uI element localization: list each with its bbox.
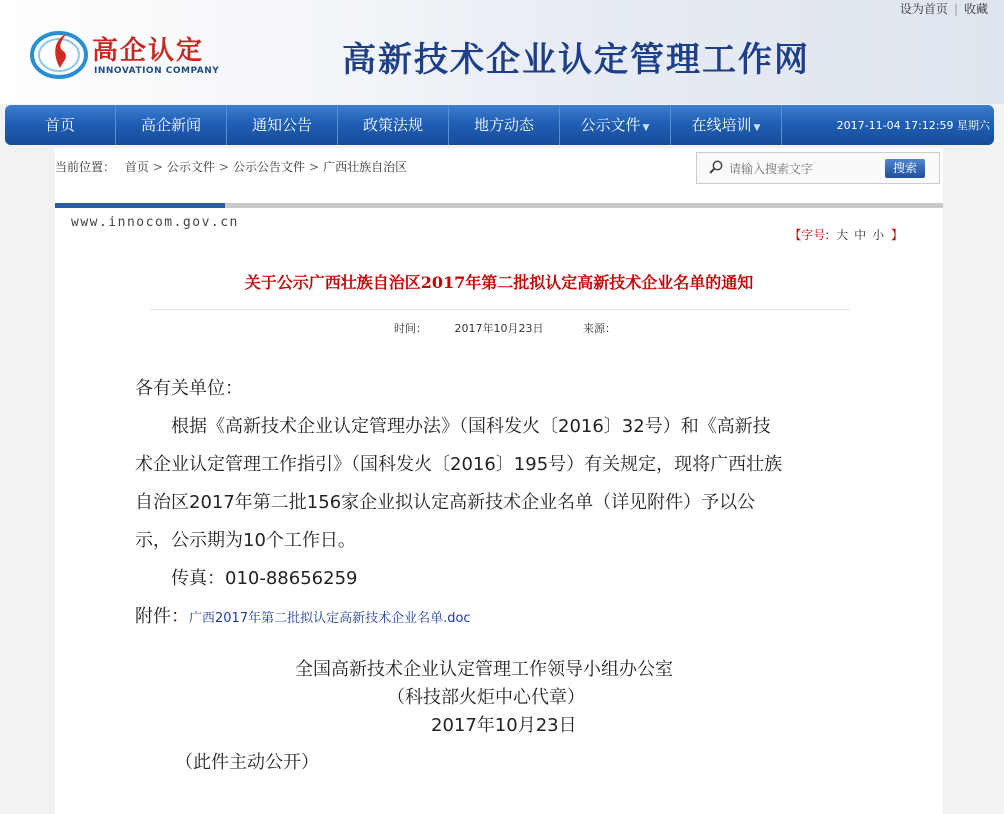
- search-icon: [709, 160, 723, 174]
- content-panel: [55, 148, 943, 814]
- nav-item-label: 在线培训: [691, 116, 752, 134]
- search-input[interactable]: [727, 159, 881, 179]
- nav-item[interactable]: [449, 105, 560, 145]
- nav-item[interactable]: [5, 105, 116, 145]
- attachment-label: 附件：: [135, 606, 189, 627]
- chevron-down-icon: ▼: [753, 123, 761, 133]
- time-value: 2017年10月23日: [454, 322, 544, 335]
- nav-item-label: 政策法规: [362, 116, 423, 134]
- publish-time: [382, 322, 556, 335]
- separator: |: [953, 2, 958, 16]
- fax-line: 传真：010-88656259: [171, 568, 358, 589]
- article-title: 关于公示广西壮族自治区2017年第二批拟认定高新技术企业名单的通知: [244, 273, 754, 292]
- attachment-line: [135, 598, 785, 638]
- font-size-small[interactable]: 小: [872, 228, 885, 242]
- sign-note: （科技部火炬中心代章）: [387, 687, 585, 708]
- logo-text-cn: 高企认定: [92, 36, 205, 66]
- breadcrumb-prefix: 当前位置：: [55, 160, 116, 174]
- search-box: [696, 152, 940, 184]
- time-label: 时间：: [394, 322, 427, 335]
- font-size-medium[interactable]: 中: [854, 228, 867, 242]
- nav-item-label: 高企新闻: [140, 116, 201, 134]
- breadcrumb-separator: >: [309, 160, 320, 174]
- breadcrumb-item[interactable]: 公示文件: [166, 160, 215, 174]
- attachment-link[interactable]: 广西2017年第二批拟认定高新技术企业名单.doc: [189, 611, 471, 626]
- chevron-down-icon: ▼: [642, 123, 650, 133]
- nav-item[interactable]: [338, 105, 449, 145]
- article-body: [135, 370, 785, 638]
- breadcrumb-separator: >: [152, 160, 163, 174]
- nav-item[interactable]: [116, 105, 227, 145]
- main-nav: [5, 105, 994, 145]
- breadcrumb-separator: >: [218, 160, 229, 174]
- nav-item-label: 首页: [44, 116, 75, 134]
- site-title: 高新技术企业认定管理工作网: [342, 40, 810, 80]
- nav-item-label: 公示文件: [580, 116, 641, 134]
- nav-datetime: 2017-11-04 17:12:59 星期六: [836, 119, 990, 132]
- breadcrumb-item[interactable]: 广西壮族自治区: [323, 160, 408, 174]
- nav-item-label: 地方动态: [473, 116, 534, 134]
- article-meta: [55, 320, 943, 336]
- nav-item[interactable]: [560, 105, 671, 145]
- breadcrumb-item[interactable]: 公示公告文件: [233, 160, 306, 174]
- site-url: www.innocom.gov.cn: [71, 215, 239, 230]
- public-note: （此件主动公开）: [175, 752, 319, 773]
- logo-text-en: INNOVATION COMPANY: [94, 66, 220, 76]
- breadcrumb: [55, 158, 407, 175]
- site-logo[interactable]: [30, 22, 230, 84]
- font-size-open: 【字号:: [789, 228, 830, 242]
- font-size-switch: [789, 226, 903, 243]
- title-rule: [150, 309, 850, 310]
- sign-date: 2017年10月23日: [431, 715, 577, 736]
- logo-icon: [30, 24, 88, 82]
- search-button[interactable]: 搜索: [885, 159, 925, 178]
- greeting: 各有关单位：: [135, 378, 243, 399]
- font-size-close: 】: [890, 228, 903, 242]
- breadcrumb-item[interactable]: 首页: [124, 160, 149, 174]
- divider-accent: [55, 203, 225, 208]
- sign-org: 全国高新技术企业认定管理工作领导小组办公室: [295, 659, 673, 680]
- favorite-link[interactable]: 收藏: [963, 2, 988, 16]
- nav-item[interactable]: [227, 105, 338, 145]
- set-home-link[interactable]: 设为首页: [899, 2, 948, 16]
- nav-item[interactable]: [671, 105, 782, 145]
- font-size-large[interactable]: 大: [836, 228, 849, 242]
- section-divider: [55, 203, 943, 208]
- top-links: [894, 0, 994, 17]
- main-paragraph: 根据《高新技术企业认定管理办法》（国科发火〔2016〕32号）和《高新技术企业认定管理工作指引》（国科发火〔2016〕195号）有关规定，现将广西壮族自治区2017年第二批156家企业拟认定高新技术企业名单（详见附件）予以公示，公示期为10个工作日。: [135, 416, 783, 551]
- nav-item-label: 通知公告: [251, 116, 312, 134]
- source-label: 来源：: [583, 322, 616, 335]
- site-header: [0, 0, 1004, 104]
